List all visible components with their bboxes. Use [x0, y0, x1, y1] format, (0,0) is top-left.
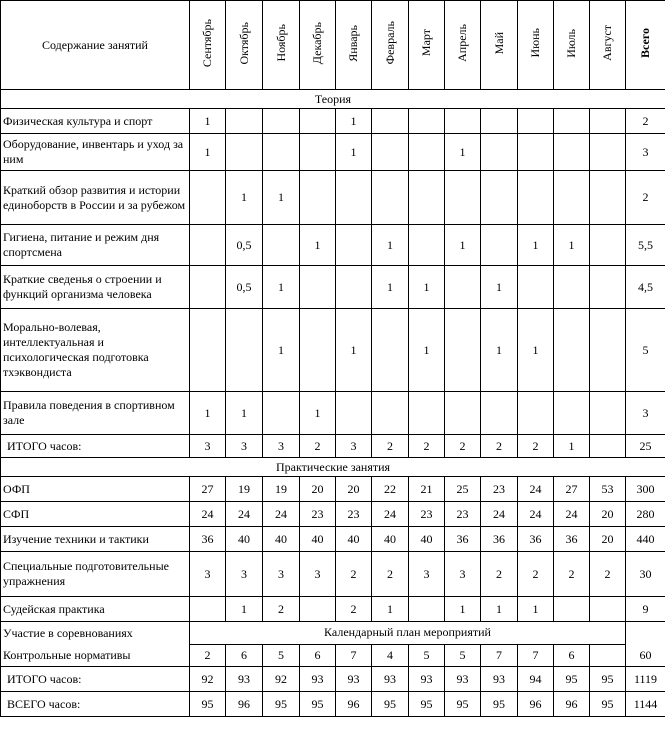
month-cell: 24 — [554, 502, 590, 527]
month-cell: 1 — [263, 171, 300, 225]
month-cell: 25 — [445, 477, 481, 502]
month-cell: 2 — [518, 435, 554, 458]
month-cell: 93 — [336, 667, 372, 692]
month-cell: 2 — [590, 552, 626, 597]
month-cell — [481, 392, 518, 435]
month-cell — [372, 134, 409, 171]
month-cell: 24 — [481, 502, 518, 527]
month-cell: 36 — [554, 527, 590, 552]
row-total — [626, 622, 665, 645]
total-header: Всего — [626, 1, 665, 90]
month-cell — [300, 597, 336, 622]
month-cell — [409, 225, 445, 266]
month-cell: 1 — [518, 225, 554, 266]
month-cell: 3 — [263, 552, 300, 597]
month-cell: 1 — [300, 392, 336, 435]
table-row — [1, 266, 665, 309]
month-cell — [481, 134, 518, 171]
month-cell — [518, 392, 554, 435]
row-total: 280 — [626, 502, 665, 527]
month-cell: 7 — [336, 644, 372, 667]
month-cell: 93 — [226, 667, 263, 692]
month-cell: 2 — [481, 552, 518, 597]
row-label: Правила поведения в спортивном зале — [1, 392, 190, 435]
month-cell — [590, 134, 626, 171]
month-cell: 93 — [300, 667, 336, 692]
row-label: ВСЕГО часов: — [1, 692, 190, 717]
month-cell: 2 — [190, 644, 226, 667]
month-cell: 93 — [481, 667, 518, 692]
month-cell: 96 — [518, 692, 554, 717]
month-cell: 7 — [481, 644, 518, 667]
content-column-header: Содержание занятий — [1, 1, 190, 90]
month-cell: 1 — [554, 225, 590, 266]
table-row — [1, 502, 665, 527]
month-cell: 2 — [518, 552, 554, 597]
month-cell — [590, 309, 626, 392]
month-cell: 20 — [300, 477, 336, 502]
practice-section-title: Практические занятия — [1, 458, 665, 477]
table-row — [1, 597, 665, 622]
month-cell: 7 — [518, 644, 554, 667]
month-cell: 1 — [336, 109, 372, 134]
month-cell: 1 — [481, 266, 518, 309]
month-cell: 24 — [518, 477, 554, 502]
month-cell: 95 — [190, 692, 226, 717]
month-cell: 2 — [554, 552, 590, 597]
month-cell — [590, 644, 626, 667]
row-total: 2 — [626, 171, 665, 225]
month-cell: 19 — [263, 477, 300, 502]
month-cell — [190, 171, 226, 225]
month-header: Декабрь — [300, 1, 336, 90]
month-cell — [590, 266, 626, 309]
month-cell — [554, 109, 590, 134]
month-cell: 3 — [226, 435, 263, 458]
month-header: Август — [590, 1, 626, 90]
month-cell — [300, 309, 336, 392]
month-cell: 1 — [300, 225, 336, 266]
row-total: 1144 — [626, 692, 665, 717]
table-row — [1, 527, 665, 552]
month-cell: 95 — [372, 692, 409, 717]
row-label: ОФП — [1, 477, 190, 502]
month-cell: 1 — [190, 109, 226, 134]
month-cell: 95 — [590, 692, 626, 717]
month-cell — [372, 171, 409, 225]
month-cell — [590, 435, 626, 458]
month-cell: 23 — [481, 477, 518, 502]
row-label: Оборудование, инвентарь и уход за ним — [1, 134, 190, 171]
month-cell: 3 — [445, 552, 481, 597]
month-cell — [300, 266, 336, 309]
month-cell: 23 — [300, 502, 336, 527]
theory-section-title: Теория — [1, 90, 665, 109]
month-cell — [336, 225, 372, 266]
month-cell: 2 — [445, 435, 481, 458]
month-header: Апрель — [445, 1, 481, 90]
month-cell: 23 — [336, 502, 372, 527]
month-cell — [409, 109, 445, 134]
row-label: Специальные подготовительные упражнения — [1, 552, 190, 597]
month-cell — [554, 171, 590, 225]
table-row — [1, 225, 665, 266]
month-cell: 1 — [372, 225, 409, 266]
row-total: 3 — [626, 392, 665, 435]
month-cell: 1 — [336, 134, 372, 171]
month-cell: 93 — [372, 667, 409, 692]
row-label: Гигиена, питание и режим дня спортсмена — [1, 225, 190, 266]
table-row — [1, 109, 665, 134]
month-cell: 1 — [409, 309, 445, 392]
month-cell: 24 — [263, 502, 300, 527]
month-cell: 27 — [554, 477, 590, 502]
month-cell — [481, 225, 518, 266]
month-cell — [518, 171, 554, 225]
month-header: Июль — [554, 1, 590, 90]
row-label: Краткие сведенья о строении и функций организма человека — [1, 266, 190, 309]
month-header: Сентябрь — [190, 1, 226, 90]
month-cell — [263, 225, 300, 266]
month-cell — [554, 134, 590, 171]
row-label: Изучение техники и тактики — [1, 527, 190, 552]
month-cell: 6 — [300, 644, 336, 667]
row-total: 440 — [626, 527, 665, 552]
month-cell: 95 — [300, 692, 336, 717]
row-total: 30 — [626, 552, 665, 597]
table-row — [1, 134, 665, 171]
month-cell: 19 — [226, 477, 263, 502]
month-cell: 96 — [554, 692, 590, 717]
month-header: Февраль — [372, 1, 409, 90]
month-cell: 3 — [409, 552, 445, 597]
month-cell — [518, 134, 554, 171]
month-cell — [336, 392, 372, 435]
row-label: Судейская практика — [1, 597, 190, 622]
table-row — [1, 552, 665, 597]
month-cell: 1 — [226, 171, 263, 225]
month-cell: 5 — [263, 644, 300, 667]
table-row — [1, 309, 665, 392]
month-cell — [409, 134, 445, 171]
month-cell — [372, 392, 409, 435]
month-cell — [190, 597, 226, 622]
month-cell: 22 — [372, 477, 409, 502]
month-cell: 1 — [481, 309, 518, 392]
month-cell: 40 — [372, 527, 409, 552]
month-cell — [190, 309, 226, 392]
month-cell — [554, 309, 590, 392]
month-cell — [300, 171, 336, 225]
month-cell: 40 — [300, 527, 336, 552]
month-cell — [226, 109, 263, 134]
theory-total-row — [1, 435, 665, 458]
month-cell: 1 — [263, 309, 300, 392]
month-header: Октябрь — [226, 1, 263, 90]
month-cell: 94 — [518, 667, 554, 692]
month-cell: 36 — [518, 527, 554, 552]
month-cell — [518, 266, 554, 309]
row-total: 1119 — [626, 667, 665, 692]
month-cell — [336, 171, 372, 225]
month-cell: 36 — [481, 527, 518, 552]
month-cell: 2 — [409, 435, 445, 458]
month-cell — [590, 392, 626, 435]
month-cell: 92 — [190, 667, 226, 692]
row-label: Участие в соревнованиях — [1, 622, 190, 645]
month-cell: 2 — [481, 435, 518, 458]
month-cell: 95 — [554, 667, 590, 692]
month-cell: 3 — [336, 435, 372, 458]
month-cell: 1 — [445, 225, 481, 266]
month-cell: 3 — [190, 552, 226, 597]
month-cell — [445, 392, 481, 435]
row-total: 5 — [626, 309, 665, 392]
month-cell: 40 — [409, 527, 445, 552]
month-cell: 6 — [226, 644, 263, 667]
month-cell: 5 — [445, 644, 481, 667]
month-cell: 95 — [409, 692, 445, 717]
month-cell — [263, 392, 300, 435]
month-cell — [590, 225, 626, 266]
month-cell: 95 — [481, 692, 518, 717]
month-cell: 1 — [518, 309, 554, 392]
month-cell: 95 — [263, 692, 300, 717]
month-cell — [409, 392, 445, 435]
month-cell: 3 — [263, 435, 300, 458]
month-cell: 6 — [554, 644, 590, 667]
month-cell: 40 — [226, 527, 263, 552]
month-cell: 1 — [481, 597, 518, 622]
month-cell — [590, 171, 626, 225]
month-cell: 0,5 — [226, 266, 263, 309]
row-total: 25 — [626, 435, 665, 458]
month-cell: 20 — [336, 477, 372, 502]
month-header: Март — [409, 1, 445, 90]
month-cell — [409, 171, 445, 225]
month-cell: 1 — [409, 266, 445, 309]
month-cell: 23 — [409, 502, 445, 527]
month-header: Январь — [336, 1, 372, 90]
month-cell: 2 — [372, 552, 409, 597]
month-cell: 36 — [190, 527, 226, 552]
table-row — [1, 171, 665, 225]
month-cell: 4 — [372, 644, 409, 667]
row-total: 4,5 — [626, 266, 665, 309]
row-total: 300 — [626, 477, 665, 502]
grand-total-row — [1, 692, 665, 717]
month-cell: 1 — [263, 266, 300, 309]
month-cell: 1 — [372, 597, 409, 622]
month-cell — [445, 109, 481, 134]
row-label: Морально-волевая, интеллектуальная и психологическая подготовка тхэквондиста — [1, 309, 190, 392]
month-cell: 20 — [590, 527, 626, 552]
month-cell: 3 — [226, 552, 263, 597]
month-cell: 96 — [226, 692, 263, 717]
month-cell: 2 — [263, 597, 300, 622]
month-cell — [554, 392, 590, 435]
month-cell — [554, 266, 590, 309]
control-norms-row — [1, 644, 665, 667]
month-header: Июнь — [518, 1, 554, 90]
row-total: 9 — [626, 597, 665, 622]
month-cell — [554, 597, 590, 622]
month-cell — [226, 134, 263, 171]
row-label: Краткий обзор развития и истории единоборств в России и за рубежом — [1, 171, 190, 225]
table-row — [1, 477, 665, 502]
month-cell — [518, 109, 554, 134]
month-cell: 3 — [190, 435, 226, 458]
month-cell — [263, 134, 300, 171]
month-cell: 95 — [445, 692, 481, 717]
month-cell: 0,5 — [226, 225, 263, 266]
month-cell — [445, 266, 481, 309]
row-total: 5,5 — [626, 225, 665, 266]
month-cell — [300, 109, 336, 134]
month-cell: 95 — [590, 667, 626, 692]
month-cell: 1 — [518, 597, 554, 622]
month-cell: 24 — [372, 502, 409, 527]
month-cell: 2 — [336, 597, 372, 622]
month-cell: 1 — [226, 392, 263, 435]
month-cell: 5 — [409, 644, 445, 667]
month-cell — [481, 171, 518, 225]
row-total: 60 — [626, 644, 665, 667]
calendar-plan-cell: Календарный план мероприятий — [190, 622, 626, 645]
month-cell — [226, 309, 263, 392]
month-cell: 93 — [445, 667, 481, 692]
month-header: Май — [481, 1, 518, 90]
month-cell: 1 — [445, 597, 481, 622]
row-label: СФП — [1, 502, 190, 527]
month-cell — [590, 109, 626, 134]
month-cell: 24 — [190, 502, 226, 527]
month-cell: 21 — [409, 477, 445, 502]
month-cell: 1 — [190, 392, 226, 435]
month-cell — [300, 134, 336, 171]
month-cell: 53 — [590, 477, 626, 502]
month-cell — [190, 225, 226, 266]
competitions-row — [1, 622, 665, 645]
month-cell: 93 — [409, 667, 445, 692]
month-cell: 40 — [263, 527, 300, 552]
month-cell — [445, 309, 481, 392]
month-cell: 24 — [226, 502, 263, 527]
month-cell — [481, 109, 518, 134]
month-cell — [190, 266, 226, 309]
row-label: ИТОГО часов: — [1, 435, 190, 458]
row-label: ИТОГО часов: — [1, 667, 190, 692]
month-cell: 40 — [336, 527, 372, 552]
row-total: 3 — [626, 134, 665, 171]
month-cell — [336, 266, 372, 309]
practice-total-row — [1, 667, 665, 692]
month-cell — [372, 309, 409, 392]
month-cell: 3 — [300, 552, 336, 597]
row-label: Контрольные нормативы — [1, 644, 190, 667]
month-cell: 24 — [518, 502, 554, 527]
month-header: Ноябрь — [263, 1, 300, 90]
month-cell: 36 — [445, 527, 481, 552]
month-cell: 1 — [445, 134, 481, 171]
month-cell: 20 — [590, 502, 626, 527]
header-row — [1, 1, 665, 90]
table-row — [1, 392, 665, 435]
month-cell — [445, 171, 481, 225]
month-cell: 23 — [445, 502, 481, 527]
month-cell: 96 — [336, 692, 372, 717]
month-cell: 2 — [372, 435, 409, 458]
month-cell: 92 — [263, 667, 300, 692]
month-cell: 2 — [336, 552, 372, 597]
month-cell: 1 — [372, 266, 409, 309]
month-cell: 1 — [554, 435, 590, 458]
month-cell: 1 — [336, 309, 372, 392]
month-cell — [409, 597, 445, 622]
month-cell — [263, 109, 300, 134]
month-cell: 1 — [226, 597, 263, 622]
row-total: 2 — [626, 109, 665, 134]
month-cell — [590, 597, 626, 622]
month-cell: 2 — [300, 435, 336, 458]
month-cell — [372, 109, 409, 134]
month-cell: 27 — [190, 477, 226, 502]
month-cell: 1 — [190, 134, 226, 171]
row-label: Физическая культура и спорт — [1, 109, 190, 134]
